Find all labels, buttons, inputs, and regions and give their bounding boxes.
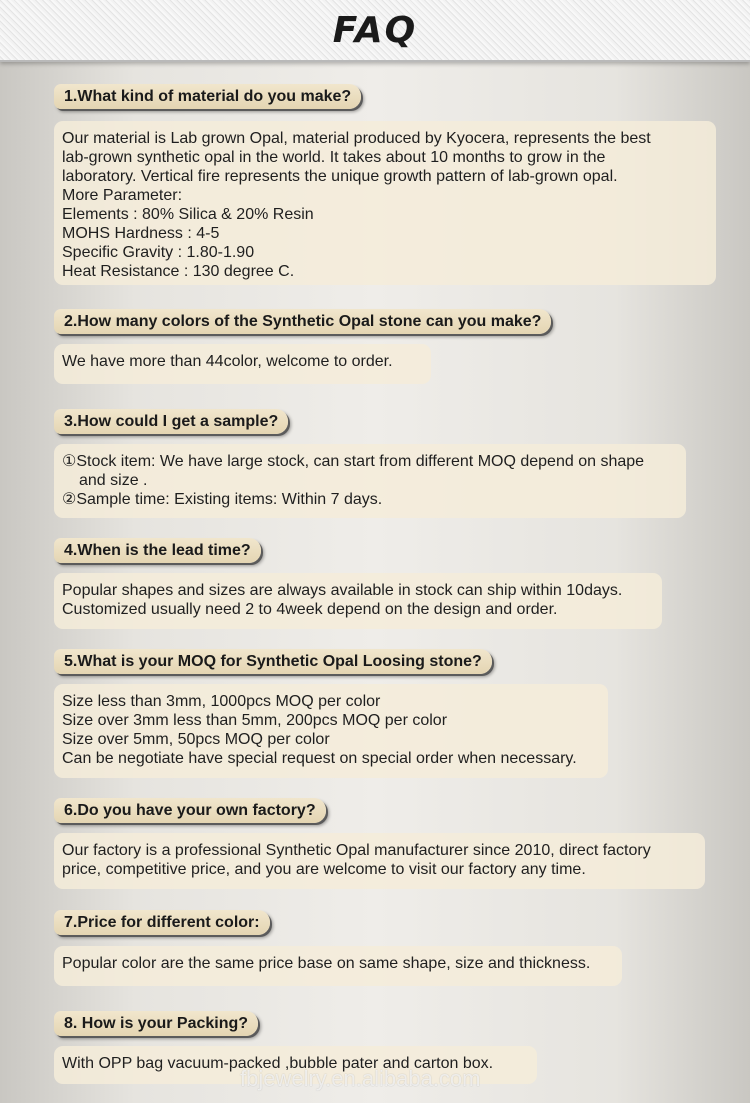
faq-answer-5 [54, 684, 608, 778]
answer-line: lab-grown synthetic opal in the world. It takes about 10 months to grow in the [62, 149, 606, 166]
answer-line: Popular shapes and sizes are always available in stock can ship within 10days. [62, 582, 623, 599]
faq-question-3: 3.How could I get a sample? [54, 409, 288, 434]
answer-line: Size over 3mm less than 5mm, 200pcs MOQ per color [62, 712, 448, 729]
faq-question-5: 5.What is your MOQ for Synthetic Opal Loosing stone? [54, 649, 492, 674]
answer-line: laboratory. Vertical fire represents the unique growth pattern of lab-grown opal. [62, 168, 618, 185]
answer-line: Size less than 3mm, 1000pcs MOQ per color [62, 693, 381, 710]
answer-line: MOHS Hardness : 4-5 [62, 225, 220, 242]
faq-answer-6 [54, 833, 705, 889]
answer-line: price, competitive price, and you are welcome to visit our factory any time. [62, 861, 586, 878]
faq-answer-3 [54, 444, 686, 518]
faq-question-1: 1.What kind of material do you make? [54, 84, 361, 109]
answer-line: With OPP bag vacuum-packed ,bubble pater and carton box. [62, 1055, 494, 1072]
faq-header [0, 0, 750, 62]
faq-answer-2 [54, 344, 431, 384]
faq-answer-4 [54, 573, 662, 629]
watermark: fbjewelry.en.alibaba.com [240, 1066, 481, 1091]
faq-question-7: 7.Price for different color: [54, 910, 270, 935]
faq-question-8: 8. How is your Packing? [54, 1011, 258, 1036]
answer-line: Customized usually need 2 to 4week depend on the design and order. [62, 601, 558, 618]
answer-line: More Parameter: [62, 187, 183, 204]
faq-question-4: 4.When is the lead time? [54, 538, 261, 563]
answer-line: Our material is Lab grown Opal, material produced by Kyocera, represents the best [62, 130, 651, 147]
faq-answer-1 [54, 121, 716, 285]
answer-line: Specific Gravity : 1.80-1.90 [62, 244, 255, 261]
answer-line: Size over 5mm, 50pcs MOQ per color [62, 731, 330, 748]
faq-question-6: 6.Do you have your own factory? [54, 798, 326, 823]
answer-line: ②Sample time: Existing items: Within 7 days. [62, 491, 383, 508]
answer-line: Elements : 80% Silica & 20% Resin [62, 206, 314, 223]
answer-line: ①Stock item: We have large stock, can start from different MOQ depend on shape [62, 453, 645, 470]
answer-line: Heat Resistance : 130 degree C. [62, 263, 295, 280]
answer-line: Popular color are the same price base on same shape, size and thickness. [62, 955, 591, 972]
answer-line: We have more than 44color, welcome to order. [62, 353, 393, 370]
answer-line: Can be negotiate have special request on special order when necessary. [62, 750, 577, 767]
faq-answer-7 [54, 946, 622, 986]
answer-line: and size . [79, 472, 148, 489]
answer-line: Our factory is a professional Synthetic Opal manufacturer since 2010, direct factory [62, 842, 651, 859]
faq-question-2: 2.How many colors of the Synthetic Opal stone can you make? [54, 309, 551, 334]
page-title: FAQ [332, 10, 418, 51]
